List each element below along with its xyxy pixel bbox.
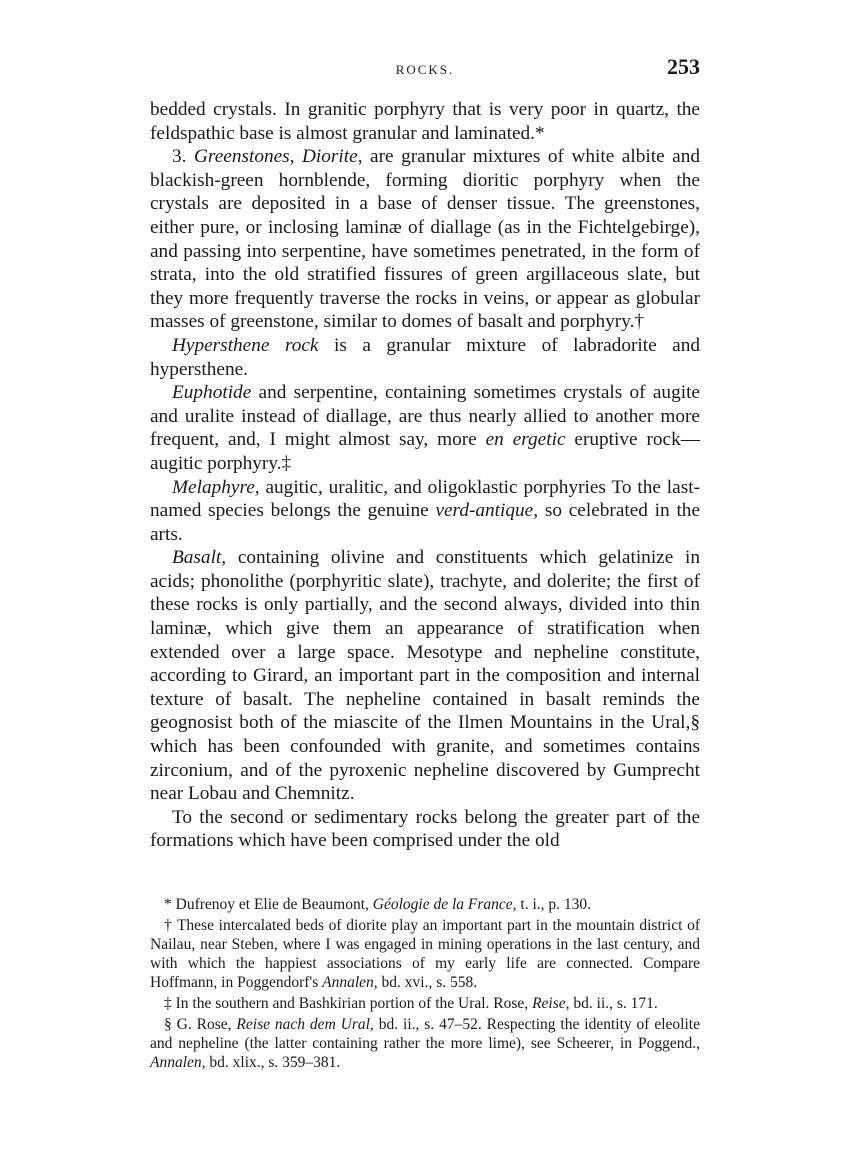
footnote-1-text-2: t. i., p. 130.: [516, 896, 592, 913]
paragraph-1: [150, 98, 700, 145]
running-title: ROCKS.: [395, 62, 455, 77]
paragraph-greenstones: [150, 145, 700, 334]
footnote-2-title: Annalen,: [322, 974, 378, 991]
footnote-2: [150, 916, 700, 992]
footnote-3: [150, 994, 700, 1013]
euphotide-text-2: eruptive rock—augitic porphyry.‡: [150, 429, 700, 474]
sedimentary-text: To the second or sedimentary rocks belong the greater part of the formations which have been comprised under the old: [150, 806, 700, 852]
paragraph-melaphyre: [150, 476, 700, 547]
footnote-4-text-1: § G. Rose,: [164, 1016, 237, 1033]
section-number: 3.: [172, 146, 187, 168]
melaphyre-text-2: so celebrated in the arts.: [150, 500, 700, 545]
basalt-text: containing olivine and constituents which gelatinize in acids; phonolithe (porphyritic slate), trachyte, and dolerite; the first of these rocks is only partially, and the second always, divided into thin laminæ, which give them an appearance of stratification when extended over a large space. Mesotype and nepheline constitute, according to Girard, an important part in the composition and internal texture of basalt. The nepheline contained in basalt reminds the geognosist both of the miascite of the Ilmen Mountains in the Ural,§ which has been confounded with granite, and sometimes contains zirconium, and of the pyroxenic nepheline discovered by Gumprecht near Lobau and Chemnitz.: [150, 547, 700, 805]
paragraph-euphotide: [150, 381, 700, 475]
footnote-2-text-2: bd. xvi., s. 558.: [377, 974, 478, 991]
footnote-4-text-2: bd. ii., s. 47–52. Respecting the identity of eleolite and nepheline (the latter containing rather the more lime), see Scheerer, in Poggend.,: [150, 1016, 700, 1052]
greenstones-text: are granular mixtures of white albite and blackish-green hornblende, forming dioritic porphyry when the crystals are deposited in a base of denser tissue. The greenstones, either pure, or inclosing laminæ of diallage (as in the Fichtelgebirge), and passing into serpentine, have sometimes penetrated, in the form of strata, into the old stratified fissures of green argillaceous slate, but they more frequently traverse the rocks in veins, or appear as globular masses of greenstone, similar to domes of basalt and porphyry.†: [150, 146, 700, 333]
footnote-3-text-2: bd. ii., s. 171.: [569, 995, 658, 1012]
running-head: [150, 52, 700, 86]
footnote-3-title: Reise,: [532, 995, 570, 1012]
euphotide-text-1: and serpentine, containing sometimes crystals of augite and uralite instead of diallage, are thus nearly allied to another more frequent, and, I might almost say, more: [150, 382, 700, 451]
footnote-1: [150, 895, 700, 914]
footnote-4-title-2: Annalen,: [150, 1054, 206, 1071]
emphasis-verd-antique: verd-antique,: [435, 500, 539, 522]
term-melaphyre: Melaphyre,: [172, 476, 260, 498]
footnotes: [150, 895, 700, 1072]
footnote-1-text-1: * Dufrenoy et Elie de Beaumont,: [164, 896, 373, 913]
paragraph-1-text: bedded crystals. In granitic porphyry that is very poor in quartz, the feldspathic base is almost granular and laminated.*: [150, 99, 700, 144]
footnote-2-text-1: † These intercalated beds of diorite play an important part in the mountain district of Nailau, near Steben, where I was engaged in mining operations in the last century, and with which the happiest associations of my early life are connected. Compare Hoffmann, in Poggendorf's: [150, 917, 700, 991]
melaphyre-text-1: augitic, uralitic, and oligoklastic porphyries To the last-named species belongs the genuine: [150, 476, 700, 522]
paragraph-sedimentary: [150, 806, 700, 853]
paragraph-basalt: [150, 546, 700, 806]
footnote-3-text-1: ‡ In the southern and Bashkirian portion of the Ural. Rose,: [164, 995, 533, 1012]
page-number: 253: [667, 54, 700, 79]
term-hypersthene-rock: Hypersthene rock: [172, 334, 319, 356]
term-euphotide: Euphotide: [172, 382, 252, 404]
term-basalt: Basalt,: [172, 547, 227, 569]
footnote-4-text-3: bd. xlix., s. 359–381.: [205, 1054, 341, 1071]
emphasis-energetic: en ergetic: [485, 429, 566, 451]
hypersthene-text: is a granular mixture of labradorite and hypersthene.: [150, 334, 700, 380]
footnote-1-title: Géologie de la France,: [372, 896, 517, 913]
paragraph-hypersthene: [150, 334, 700, 381]
footnote-4: [150, 1015, 700, 1072]
term-greenstones-diorite: Greenstones, Diorite,: [194, 146, 363, 168]
book-page: [150, 52, 700, 1074]
body-text: [150, 98, 700, 853]
footnote-4-title: Reise nach dem Ural,: [236, 1016, 374, 1033]
